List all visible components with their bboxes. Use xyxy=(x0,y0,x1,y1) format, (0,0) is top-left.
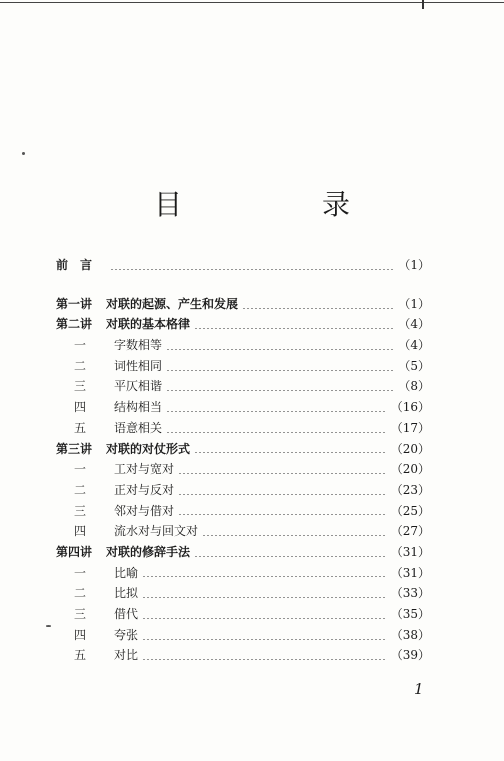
toc-entry-number: 一 xyxy=(73,565,86,580)
toc-entry-title: 对联的对仗形式 xyxy=(106,441,191,456)
toc-entry-title: 比喻 xyxy=(114,565,139,580)
toc-entry-number: 一 xyxy=(73,338,86,353)
toc-page-number: （25） xyxy=(390,503,430,518)
toc-item-row[interactable] xyxy=(56,481,430,502)
toc-item-row[interactable] xyxy=(56,605,430,626)
toc-entry-number: 三 xyxy=(73,607,86,621)
toc-entry-title: 对联的起源、产生和发展 xyxy=(106,296,239,311)
toc-entry-number: 五 xyxy=(73,420,86,435)
toc-entry-number: 第二讲 xyxy=(56,317,93,332)
toc-leader-dots xyxy=(202,535,387,536)
toc-leader-dots xyxy=(166,370,394,371)
scan-speck xyxy=(46,625,51,627)
toc-leader-dots xyxy=(166,432,387,433)
toc-leader-dots xyxy=(194,452,387,453)
toc-item-row[interactable] xyxy=(56,522,430,543)
toc-lecture-row[interactable] xyxy=(56,315,430,336)
toc-item-row[interactable] xyxy=(56,336,430,357)
top-rule xyxy=(0,2,504,3)
toc-entry-number: 四 xyxy=(73,627,86,642)
toc-page-number: （4） xyxy=(398,317,430,332)
toc-entry-number: 第一讲 xyxy=(56,296,93,311)
toc-entry-title: 平仄相谐 xyxy=(114,379,163,394)
toc-leader-dots xyxy=(194,328,394,329)
toc-item-row[interactable] xyxy=(56,460,430,481)
toc-page-number: （1） xyxy=(398,296,430,311)
toc-page-number: （23） xyxy=(390,482,430,497)
toc-leader-dots xyxy=(110,269,394,270)
toc-page-number: （31） xyxy=(390,565,430,580)
toc-page-number: （33） xyxy=(390,586,430,601)
toc-item-row[interactable] xyxy=(56,584,430,605)
toc-entry-title: 对比 xyxy=(114,648,139,663)
toc-lecture-row[interactable] xyxy=(56,543,430,564)
toc-entry-number: 二 xyxy=(73,358,86,373)
toc-leader-dots xyxy=(242,308,394,309)
toc-entry-number: 二 xyxy=(73,586,86,601)
scan-speck xyxy=(22,152,25,155)
toc-entries xyxy=(56,295,430,667)
toc-entry-number: 三 xyxy=(73,379,86,394)
toc-page-number: （35） xyxy=(390,607,430,621)
toc-item-row[interactable] xyxy=(56,626,430,647)
toc-entry-title: 对联的基本格律 xyxy=(106,317,191,332)
toc-entry-title: 正对与反对 xyxy=(114,482,175,497)
toc-entry-title: 流水对与回文对 xyxy=(114,524,199,539)
toc-page-number: （5） xyxy=(398,358,430,373)
toc-page-number: （38） xyxy=(390,627,430,642)
toc-lecture-row[interactable] xyxy=(56,440,430,461)
toc-item-row[interactable] xyxy=(56,398,430,419)
toc-page-number: （31） xyxy=(390,544,430,559)
toc-entry-number: 第四讲 xyxy=(56,544,93,559)
top-tick-mark xyxy=(422,0,424,9)
table-of-contents xyxy=(56,256,430,667)
toc-leader-dots xyxy=(142,659,387,660)
toc-entry-title: 词性相同 xyxy=(114,358,163,373)
toc-page-number: （1） xyxy=(398,258,430,272)
toc-preface-label: 前言 xyxy=(56,258,105,272)
toc-page-number: （20） xyxy=(390,462,430,477)
toc-item-row[interactable] xyxy=(56,502,430,523)
toc-item-row[interactable] xyxy=(56,357,430,378)
toc-page-number: （16） xyxy=(390,400,430,415)
toc-leader-dots xyxy=(166,390,394,391)
toc-entry-title: 夸张 xyxy=(114,627,139,642)
toc-leader-dots xyxy=(142,576,387,577)
toc-entry-number: 二 xyxy=(73,482,86,497)
toc-entry-title: 比拟 xyxy=(114,586,139,601)
toc-entry-title: 借代 xyxy=(114,607,139,621)
toc-entry-title: 结构相当 xyxy=(114,400,163,415)
toc-leader-dots xyxy=(178,473,387,474)
toc-entry-number: 四 xyxy=(73,524,86,539)
toc-entry-number: 四 xyxy=(73,400,86,415)
toc-entry-title: 字数相等 xyxy=(114,338,163,353)
toc-item-row[interactable] xyxy=(56,377,430,398)
toc-item-row[interactable] xyxy=(56,646,430,667)
toc-page-number: （17） xyxy=(390,420,430,435)
toc-leader-dots xyxy=(166,411,387,412)
toc-page-number: （39） xyxy=(390,648,430,663)
toc-page-number: （27） xyxy=(390,524,430,539)
toc-leader-dots xyxy=(142,597,387,598)
toc-preface-row[interactable] xyxy=(56,256,430,277)
toc-entry-number: 一 xyxy=(73,462,86,477)
toc-entry-number: 五 xyxy=(73,648,86,663)
toc-entry-number: 第三讲 xyxy=(56,441,93,456)
toc-leader-dots xyxy=(178,514,387,515)
toc-leader-dots xyxy=(166,349,394,350)
toc-leader-dots xyxy=(194,556,387,557)
toc-leader-dots xyxy=(142,618,387,619)
toc-item-row[interactable] xyxy=(56,419,430,440)
toc-entry-title: 对联的修辞手法 xyxy=(106,544,191,559)
toc-leader-dots xyxy=(142,639,387,640)
toc-page-number: （8） xyxy=(398,379,430,394)
toc-leader-dots xyxy=(178,494,387,495)
toc-entry-title: 工对与宽对 xyxy=(114,462,175,477)
toc-entry-number: 三 xyxy=(73,503,86,518)
toc-lecture-row[interactable] xyxy=(56,295,430,316)
toc-entry-title: 邻对与借对 xyxy=(114,503,175,518)
page-folio: 1 xyxy=(414,680,424,698)
toc-page-number: （4） xyxy=(398,338,430,353)
toc-entry-title: 语意相关 xyxy=(114,420,163,435)
toc-page-number: （20） xyxy=(390,441,430,456)
page-title: 目 录 xyxy=(153,188,406,221)
toc-item-row[interactable] xyxy=(56,564,430,585)
